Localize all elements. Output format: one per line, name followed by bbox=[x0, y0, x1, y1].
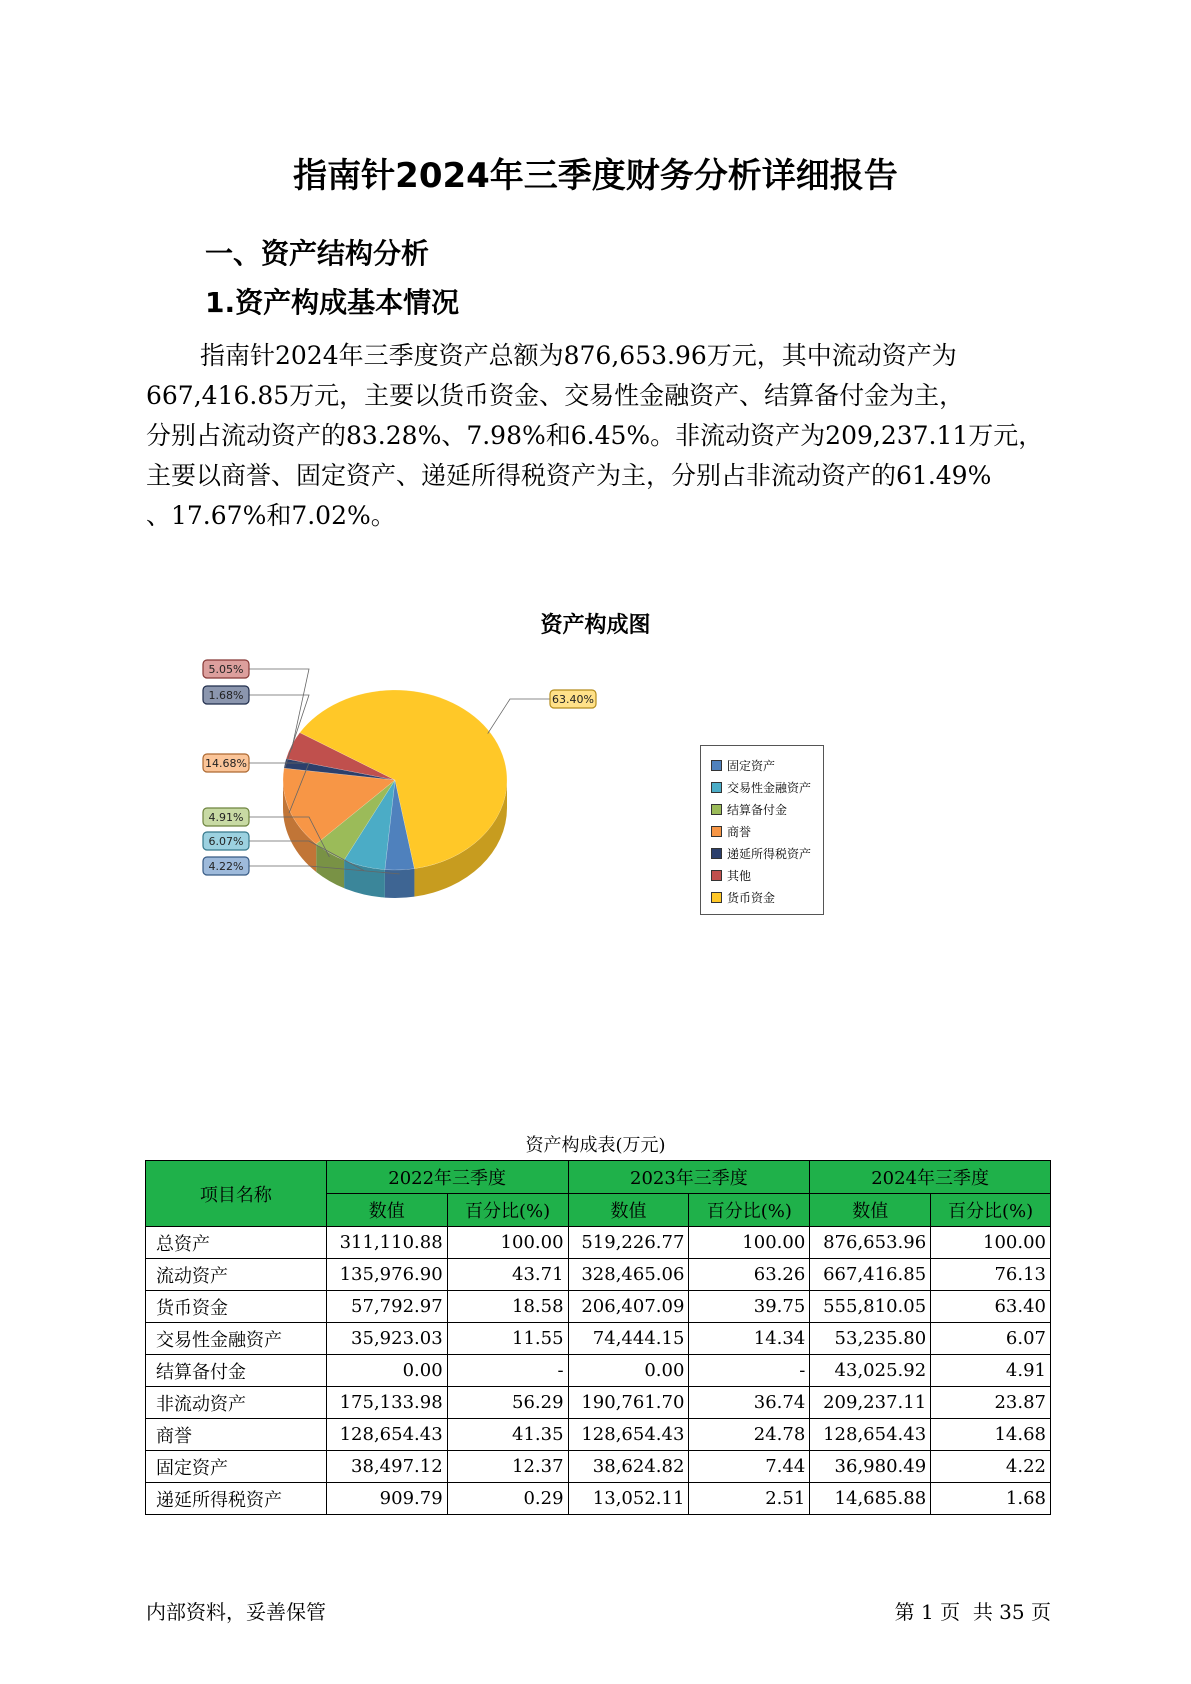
value-cell: 13,052.11 bbox=[568, 1483, 689, 1515]
legend-item bbox=[711, 864, 823, 886]
table-row bbox=[146, 1483, 1051, 1515]
data-label: 5.05% bbox=[208, 663, 244, 676]
value-cell: 0.00 bbox=[568, 1355, 689, 1387]
percent-cell: 14.68 bbox=[931, 1419, 1051, 1451]
percent-cell: 1.68 bbox=[931, 1483, 1051, 1515]
value-cell: 519,226.77 bbox=[568, 1227, 689, 1259]
legend-item bbox=[711, 754, 823, 776]
percent-cell: 76.13 bbox=[931, 1259, 1051, 1291]
header-period: 2023年三季度 bbox=[568, 1161, 810, 1194]
row-name: 非流动资产 bbox=[146, 1387, 327, 1419]
row-name: 商誉 bbox=[146, 1419, 327, 1451]
value-cell: 555,810.05 bbox=[810, 1291, 931, 1323]
legend-item bbox=[711, 842, 823, 864]
value-cell: 74,444.15 bbox=[568, 1323, 689, 1355]
legend-label: 结算备付金 bbox=[727, 802, 788, 817]
row-name: 流动资产 bbox=[146, 1259, 327, 1291]
legend-swatch bbox=[711, 782, 722, 793]
row-name: 总资产 bbox=[146, 1227, 327, 1259]
value-cell: 206,407.09 bbox=[568, 1291, 689, 1323]
data-label: 6.07% bbox=[208, 835, 244, 848]
legend-swatch bbox=[711, 870, 722, 881]
row-name: 递延所得税资产 bbox=[146, 1483, 327, 1515]
table-row bbox=[146, 1291, 1051, 1323]
legend-label: 商誉 bbox=[727, 824, 752, 839]
value-cell: 14,685.88 bbox=[810, 1483, 931, 1515]
header-item-name: 项目名称 bbox=[146, 1161, 327, 1227]
pie-chart bbox=[200, 663, 680, 940]
legend-item bbox=[711, 798, 823, 820]
legend-label: 交易性金融资产 bbox=[727, 780, 812, 795]
row-name: 结算备付金 bbox=[146, 1355, 327, 1387]
data-label: 14.68% bbox=[205, 757, 247, 770]
footer-page-number: 第 1 页 共 35 页 bbox=[894, 1600, 1051, 1624]
percent-cell: 39.75 bbox=[689, 1291, 810, 1323]
header-percent: 百分比(%) bbox=[931, 1194, 1051, 1227]
header-value: 数值 bbox=[810, 1194, 931, 1227]
value-cell: 209,237.11 bbox=[810, 1387, 931, 1419]
paragraph-line: 主要以商誉、固定资产、递延所得税资产为主，分别占非流动资产的61.49% bbox=[146, 461, 992, 490]
header-period: 2022年三季度 bbox=[326, 1161, 568, 1194]
percent-cell: 0.29 bbox=[447, 1483, 568, 1515]
chart-legend bbox=[700, 745, 824, 915]
header-percent: 百分比(%) bbox=[689, 1194, 810, 1227]
table-row bbox=[146, 1419, 1051, 1451]
paragraph-line: 分别占流动资产的83.28%、7.98%和6.45%。非流动资产为209,237.11万元， bbox=[146, 421, 1044, 450]
paragraph-line: 667,416.85万元，主要以货币资金、交易性金融资产、结算备付金为主， bbox=[146, 381, 965, 410]
value-cell: 0.00 bbox=[326, 1355, 447, 1387]
table-row bbox=[146, 1451, 1051, 1483]
subsection-heading: 1.资产构成基本情况 bbox=[205, 286, 460, 319]
header-period: 2024年三季度 bbox=[810, 1161, 1051, 1194]
section-heading: 一、资产结构分析 bbox=[205, 237, 430, 270]
percent-cell: 63.26 bbox=[689, 1259, 810, 1291]
legend-label: 货币资金 bbox=[727, 890, 776, 905]
legend-swatch bbox=[711, 826, 722, 837]
legend-item bbox=[711, 886, 823, 908]
value-cell: 128,654.43 bbox=[568, 1419, 689, 1451]
percent-cell: 14.34 bbox=[689, 1323, 810, 1355]
data-label: 4.91% bbox=[208, 811, 244, 824]
header-percent: 百分比(%) bbox=[447, 1194, 568, 1227]
value-cell: 311,110.88 bbox=[326, 1227, 447, 1259]
percent-cell: 4.22 bbox=[931, 1451, 1051, 1483]
percent-cell: 41.35 bbox=[447, 1419, 568, 1451]
table-row bbox=[146, 1387, 1051, 1419]
row-name: 交易性金融资产 bbox=[146, 1323, 327, 1355]
percent-cell: 100.00 bbox=[689, 1227, 810, 1259]
row-name: 固定资产 bbox=[146, 1451, 327, 1483]
analysis-paragraph bbox=[146, 336, 1056, 536]
percent-cell: - bbox=[689, 1355, 810, 1387]
footer-confidential: 内部资料，妥善保管 bbox=[146, 1600, 326, 1624]
legend-swatch bbox=[711, 760, 722, 771]
legend-item bbox=[711, 776, 823, 798]
data-label: 1.68% bbox=[208, 689, 244, 702]
asset-table bbox=[145, 1160, 1051, 1515]
value-cell: 35,923.03 bbox=[326, 1323, 447, 1355]
value-cell: 38,497.12 bbox=[326, 1451, 447, 1483]
leader-line bbox=[488, 699, 550, 734]
table-row bbox=[146, 1259, 1051, 1291]
percent-cell: 36.74 bbox=[689, 1387, 810, 1419]
percent-cell: 7.44 bbox=[689, 1451, 810, 1483]
legend-label: 递延所得税资产 bbox=[727, 846, 812, 861]
percent-cell: - bbox=[447, 1355, 568, 1387]
percent-cell: 18.58 bbox=[447, 1291, 568, 1323]
legend-swatch bbox=[711, 804, 722, 815]
legend-label: 其他 bbox=[727, 868, 752, 883]
data-label: 63.40% bbox=[552, 693, 594, 706]
percent-cell: 11.55 bbox=[447, 1323, 568, 1355]
legend-swatch bbox=[711, 892, 722, 903]
percent-cell: 43.71 bbox=[447, 1259, 568, 1291]
value-cell: 57,792.97 bbox=[326, 1291, 447, 1323]
percent-cell: 100.00 bbox=[447, 1227, 568, 1259]
table-caption: 资产构成表(万元) bbox=[525, 1135, 666, 1156]
legend-item bbox=[711, 820, 823, 842]
value-cell: 909.79 bbox=[326, 1483, 447, 1515]
value-cell: 36,980.49 bbox=[810, 1451, 931, 1483]
data-label: 4.22% bbox=[208, 860, 244, 873]
value-cell: 876,653.96 bbox=[810, 1227, 931, 1259]
header-value: 数值 bbox=[568, 1194, 689, 1227]
percent-cell: 12.37 bbox=[447, 1451, 568, 1483]
percent-cell: 23.87 bbox=[931, 1387, 1051, 1419]
paragraph-line: 、17.67%和7.02%。 bbox=[146, 501, 396, 530]
value-cell: 190,761.70 bbox=[568, 1387, 689, 1419]
chart-title: 资产构成图 bbox=[540, 613, 651, 638]
value-cell: 128,654.43 bbox=[810, 1419, 931, 1451]
percent-cell: 63.40 bbox=[931, 1291, 1051, 1323]
legend-label: 固定资产 bbox=[727, 758, 776, 773]
page-title: 指南针2024年三季度财务分析详细报告 bbox=[293, 156, 898, 196]
paragraph-line: 指南针2024年三季度资产总额为876,653.96万元，其中流动资产为 bbox=[200, 341, 957, 370]
percent-cell: 24.78 bbox=[689, 1419, 810, 1451]
value-cell: 43,025.92 bbox=[810, 1355, 931, 1387]
value-cell: 38,624.82 bbox=[568, 1451, 689, 1483]
table-row bbox=[146, 1323, 1051, 1355]
value-cell: 175,133.98 bbox=[326, 1387, 447, 1419]
row-name: 货币资金 bbox=[146, 1291, 327, 1323]
value-cell: 328,465.06 bbox=[568, 1259, 689, 1291]
percent-cell: 56.29 bbox=[447, 1387, 568, 1419]
table-row bbox=[146, 1355, 1051, 1387]
percent-cell: 4.91 bbox=[931, 1355, 1051, 1387]
value-cell: 667,416.85 bbox=[810, 1259, 931, 1291]
header-value: 数值 bbox=[326, 1194, 447, 1227]
percent-cell: 2.51 bbox=[689, 1483, 810, 1515]
percent-cell: 100.00 bbox=[931, 1227, 1051, 1259]
percent-cell: 6.07 bbox=[931, 1323, 1051, 1355]
value-cell: 53,235.80 bbox=[810, 1323, 931, 1355]
value-cell: 128,654.43 bbox=[326, 1419, 447, 1451]
legend-swatch bbox=[711, 848, 722, 859]
table-row bbox=[146, 1227, 1051, 1259]
value-cell: 135,976.90 bbox=[326, 1259, 447, 1291]
